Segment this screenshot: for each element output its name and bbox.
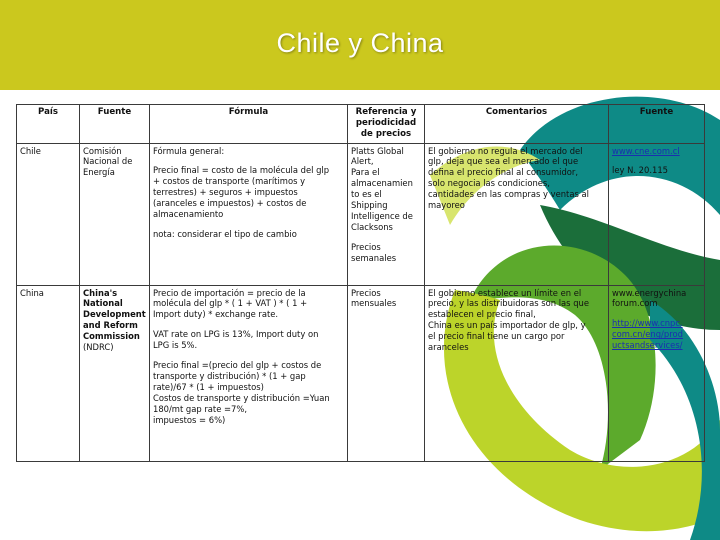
- slide-title: Chile y China: [276, 28, 444, 58]
- formula-paragraph: Precio de importación = precio de la molécula del glp * ( 1 + VAT ) * ( 1 + Import duty) * exchange rate.: [153, 287, 308, 320]
- source-link[interactable]: http://www.cnpc. com.cn/eng/prod uctsandservices/: [612, 318, 683, 351]
- fuente-bold-text: China's National Development and Reform Commission: [83, 287, 146, 342]
- cell-referencia: [348, 285, 425, 461]
- header-fuente-2: Fuente: [609, 105, 705, 144]
- referencia-paragraph: Precios mensuales: [351, 287, 397, 309]
- table-row-chile: [17, 143, 705, 285]
- cell-comentarios: El gobierno establece un límite en el precio, y las distribuidoras son las que establecen el precio final, China es un país importador de glp, y el precio final tiene un cargo por aranceles: [425, 285, 609, 461]
- formula-paragraph: nota: considerar el tipo de cambio: [153, 229, 297, 240]
- cell-fuente-2: [609, 285, 705, 461]
- table-header-row: [17, 105, 705, 144]
- formula-paragraph: Fórmula general:: [153, 145, 225, 156]
- formula-paragraph: VAT rate on LPG is 13%, Import duty on LPG is 5%.: [153, 329, 319, 351]
- cell-formula: [150, 143, 348, 285]
- header-referencia: Referencia y periodicidad de precios: [348, 105, 425, 144]
- cell-fuente: [80, 285, 150, 461]
- referencia-paragraph: Platts Global Alert, Para el almacenamien to es el Shipping Intelligence de Clacksons: [351, 145, 413, 232]
- header-pais: País: [17, 105, 80, 144]
- cell-fuente: Comisión Nacional de Energía: [80, 143, 150, 285]
- source-text: ley N. 20.115: [612, 165, 668, 176]
- comparison-table: [16, 104, 705, 462]
- fuente-abbreviation: (NDRC): [83, 342, 114, 353]
- table-row-china: [17, 285, 705, 461]
- header-comentarios: Comentarios: [425, 105, 609, 144]
- formula-paragraph: Precio final =(precio del glp + costos de transporte y distribución) * (1 + gap rate)/67 * (1 + impuestos) Costos de transporte y distribución =Yuan 180/mt gap rate =7%, impuestos = 6%): [153, 360, 330, 425]
- cell-referencia: [348, 143, 425, 285]
- cell-pais: China: [17, 285, 80, 461]
- referencia-paragraph: Precios semanales: [351, 241, 397, 263]
- header-fuente: Fuente: [80, 105, 150, 144]
- cell-pais: Chile: [17, 143, 80, 285]
- cell-formula: [150, 285, 348, 461]
- source-text: www.energychina forum.com: [612, 287, 687, 309]
- cell-comentarios: El gobierno no regula el mercado del glp, deja que sea el mercado el que defina el precio final al consumidor, solo negocia las condiciones, cantidades en las compras y ventas al mayoreo: [425, 143, 609, 285]
- comparison-table-wrapper: [16, 104, 704, 462]
- cell-fuente-2: [609, 143, 705, 285]
- header-formula: Fórmula: [150, 105, 348, 144]
- source-link[interactable]: www.cne.com.cl: [612, 145, 680, 156]
- formula-paragraph: Precio final = costo de la molécula del glp + costos de transporte (marítimos y terrestres) + seguros + impuestos (aranceles e impuestos) + costos de almacenamiento: [153, 165, 330, 220]
